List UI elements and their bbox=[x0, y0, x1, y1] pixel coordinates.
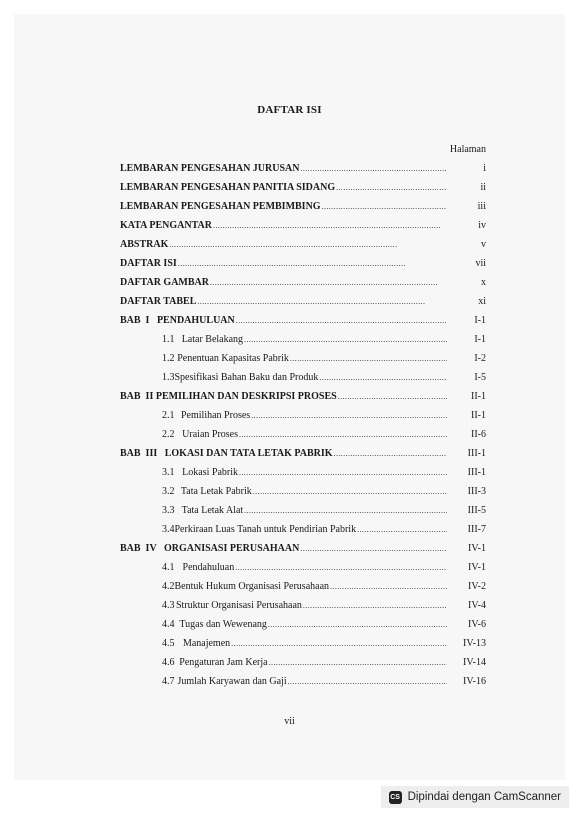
toc-entry-label: LEMBARAN PENGESAHAN JURUSAN bbox=[120, 163, 300, 174]
toc-entry-number: 1.2 bbox=[162, 353, 175, 364]
toc-entry-number: 3.1 bbox=[162, 467, 175, 478]
toc-entry-label: Pendahuluan bbox=[182, 562, 235, 573]
toc-subsection-row bbox=[162, 352, 486, 366]
toc-entry-page: III-5 bbox=[467, 505, 486, 516]
toc-entry-label: Struktur Organisasi Perusahaan bbox=[175, 600, 302, 611]
toc-entry-number: 1.1 bbox=[162, 334, 175, 345]
toc-entry-page: IV-2 bbox=[468, 581, 486, 592]
toc-leader-dots bbox=[357, 523, 447, 537]
toc-leader-dots bbox=[236, 314, 447, 328]
toc-entry-page: ii bbox=[480, 182, 486, 193]
toc-entry-label: Tata Letak Alat bbox=[181, 505, 244, 516]
toc-section-row bbox=[120, 295, 486, 309]
toc-leader-dots bbox=[178, 257, 447, 271]
toc-subsection-row bbox=[162, 618, 486, 632]
toc-section-row bbox=[120, 542, 486, 556]
toc-entry-number: 4.5 bbox=[162, 638, 175, 649]
toc-section-row bbox=[120, 200, 486, 214]
toc-entry-number: 4.2 bbox=[162, 581, 175, 592]
toc-leader-dots bbox=[338, 390, 447, 404]
toc-entry-label: LEMBARAN PENGESAHAN PANITIA SIDANG bbox=[120, 182, 336, 193]
toc-entry-page: III-3 bbox=[467, 486, 486, 497]
toc-leader-dots bbox=[253, 485, 447, 499]
toc-leader-dots bbox=[268, 618, 447, 632]
toc-section-row bbox=[120, 238, 486, 252]
toc-leader-dots bbox=[300, 162, 447, 176]
toc-entry-number: 1.3 bbox=[162, 372, 175, 383]
toc-leader-dots bbox=[251, 409, 447, 423]
toc-entry-page: IV-4 bbox=[468, 600, 486, 611]
toc-entry-label: KATA PENGANTAR bbox=[120, 220, 212, 231]
toc-entry-number: 4.4 bbox=[162, 619, 175, 630]
toc-entry-page: vii bbox=[475, 258, 486, 269]
toc-entry-page: III-1 bbox=[467, 448, 486, 459]
toc-entry-page: II-1 bbox=[471, 391, 486, 402]
toc-leader-dots bbox=[322, 200, 447, 214]
toc-subsection-row bbox=[162, 561, 486, 575]
toc-entry-number: 2.2 bbox=[162, 429, 175, 440]
toc-subsection-row bbox=[162, 409, 486, 423]
toc-section-row bbox=[120, 162, 486, 176]
toc-entry-page: IV-1 bbox=[468, 562, 486, 573]
toc-entry-page: IV-13 bbox=[463, 638, 486, 649]
toc-entry-label: DAFTAR ISI bbox=[120, 258, 177, 269]
toc-entry-label: Manajemen bbox=[182, 638, 231, 649]
toc-entry-label: BAB IV ORGANISASI PERUSAHAAN bbox=[120, 543, 300, 554]
toc-entry-page: iii bbox=[477, 201, 486, 212]
toc-entry-label: DAFTAR TABEL bbox=[120, 296, 197, 307]
toc-subsection-row bbox=[162, 675, 486, 689]
toc-section-row bbox=[120, 181, 486, 195]
toc-entry-number: 4.6 bbox=[162, 657, 175, 668]
toc-leader-dots bbox=[210, 276, 447, 290]
toc-entry-label: Jumlah Karyawan dan Gaji bbox=[177, 676, 287, 687]
toc-subsection-row bbox=[162, 504, 486, 518]
toc-subsection-row bbox=[162, 371, 486, 385]
toc-leader-dots bbox=[288, 675, 447, 689]
camscanner-icon: CS bbox=[389, 791, 402, 804]
toc-subsection-row bbox=[162, 485, 486, 499]
toc-section-row bbox=[120, 314, 486, 328]
toc-entry-page: v bbox=[481, 239, 486, 250]
toc-entry-number: 3.2 bbox=[162, 486, 175, 497]
toc-entry-label: Perkiraan Luas Tanah untuk Pendirian Pabrik bbox=[174, 524, 357, 535]
toc-entry-page: I-2 bbox=[474, 353, 486, 364]
page-column-header: Halaman bbox=[449, 144, 486, 155]
toc-subsection-row bbox=[162, 428, 486, 442]
toc-leader-dots bbox=[290, 352, 447, 366]
toc-leader-dots bbox=[269, 656, 447, 670]
toc-entry-page: xi bbox=[478, 296, 486, 307]
toc-entry-label: BAB II PEMILIHAN DAN DESKRIPSI PROSES bbox=[120, 391, 337, 402]
toc-entry-label: ABSTRAK bbox=[120, 239, 169, 250]
toc-entry-label: Uraian Proses bbox=[182, 429, 238, 440]
toc-entry-page: III-7 bbox=[467, 524, 486, 535]
toc-entry-page: x bbox=[481, 277, 486, 288]
toc-leader-dots bbox=[231, 637, 447, 651]
toc-entry-page: III-1 bbox=[467, 467, 486, 478]
toc-subsection-row bbox=[162, 637, 486, 651]
toc-entry-page: I-1 bbox=[474, 315, 486, 326]
camscanner-watermark bbox=[381, 786, 569, 808]
toc-subsection-row bbox=[162, 466, 486, 480]
toc-subsection-row bbox=[162, 333, 486, 347]
toc-entry-label: BAB I PENDAHULUAN bbox=[120, 315, 235, 326]
toc-leader-dots bbox=[213, 219, 447, 233]
toc-entry-number: 4.7 bbox=[162, 676, 175, 687]
toc-entry-page: IV-1 bbox=[468, 543, 486, 554]
toc-entry-label: BAB III LOKASI DAN TATA LETAK PABRIK bbox=[120, 448, 333, 459]
page-number: vii bbox=[284, 716, 295, 727]
toc-section-row bbox=[120, 257, 486, 271]
toc-leader-dots bbox=[330, 580, 447, 594]
toc-section-row bbox=[120, 447, 486, 461]
toc-entry-label: Tugas dan Wewenang bbox=[179, 619, 267, 630]
toc-entry-page: iv bbox=[478, 220, 486, 231]
toc-entry-label: Latar Belakang bbox=[181, 334, 244, 345]
toc-leader-dots bbox=[300, 542, 447, 556]
toc-leader-dots bbox=[169, 238, 447, 252]
camscanner-text: Dipindai dengan CamScanner bbox=[407, 791, 561, 803]
toc-entry-label: Lokasi Pabrik bbox=[182, 467, 238, 478]
toc-entry-page: I-1 bbox=[474, 334, 486, 345]
toc-leader-dots bbox=[244, 333, 447, 347]
toc-entry-label: Bentuk Hukum Organisasi Perusahaan bbox=[174, 581, 330, 592]
toc-entry-page: i bbox=[483, 163, 486, 174]
toc-entry-page: II-1 bbox=[471, 410, 486, 421]
toc-entry-label: Penentuan Kapasitas Pabrik bbox=[177, 353, 289, 364]
toc-entry-label: Pemilihan Proses bbox=[181, 410, 251, 421]
toc-entry-page: IV-6 bbox=[468, 619, 486, 630]
toc-entry-label: Tata Letak Pabrik bbox=[180, 486, 252, 497]
toc-entry-label: LEMBARAN PENGESAHAN PEMBIMBING bbox=[120, 201, 321, 212]
toc-entry-page: IV-16 bbox=[463, 676, 486, 687]
toc-entry-page: II-6 bbox=[471, 429, 486, 440]
toc-entry-page: I-5 bbox=[474, 372, 486, 383]
toc-leader-dots bbox=[239, 428, 447, 442]
toc-entry-page: IV-14 bbox=[463, 657, 486, 668]
toc-leader-dots bbox=[244, 504, 447, 518]
toc-leader-dots bbox=[235, 561, 447, 575]
toc-leader-dots bbox=[334, 447, 447, 461]
toc-subsection-row bbox=[162, 523, 486, 537]
toc-title: DAFTAR ISI bbox=[257, 104, 322, 116]
toc-subsection-row bbox=[162, 580, 486, 594]
toc-entry-number: 3.4 bbox=[162, 524, 175, 535]
toc-entry-label: Pengaturan Jam Kerja bbox=[179, 657, 268, 668]
toc-entry-number: 3.3 bbox=[162, 505, 175, 516]
toc-entry-number: 4.1 bbox=[162, 562, 175, 573]
toc-leader-dots bbox=[197, 295, 447, 309]
toc-section-row bbox=[120, 276, 486, 290]
toc-entry-number: 4.3 bbox=[162, 600, 175, 611]
toc-leader-dots bbox=[303, 599, 447, 613]
toc-entry-number: 2.1 bbox=[162, 410, 175, 421]
toc-subsection-row bbox=[162, 599, 486, 613]
toc-section-row bbox=[120, 390, 486, 404]
toc-leader-dots bbox=[239, 466, 447, 480]
toc-entry-label: DAFTAR GAMBAR bbox=[120, 277, 209, 288]
toc-section-row bbox=[120, 219, 486, 233]
toc-subsection-row bbox=[162, 656, 486, 670]
toc-leader-dots bbox=[319, 371, 447, 385]
toc-leader-dots bbox=[336, 181, 447, 195]
toc-entry-label: Spesifikasi Bahan Baku dan Produk bbox=[174, 372, 319, 383]
